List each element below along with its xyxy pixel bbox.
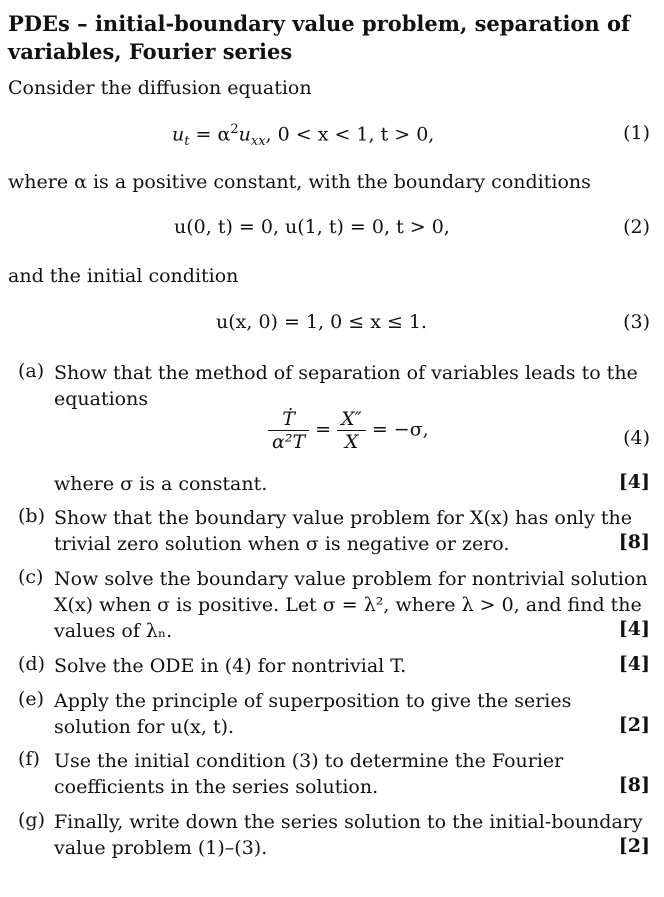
part-label-c: (c) [18,566,44,588]
equation-3: u(x, 0) = 1, 0 ≤ x ≤ 1. [216,311,428,333]
part-label-b: (b) [18,505,45,527]
equation-4-number: (4) [623,427,650,449]
part-text-c: Now solve the boundary value problem for nontrivial solution X(x) when σ is positive. Let σ = λ², where λ > 0, and find the values of λₙ. [54,568,648,642]
marks-f: [8] [618,774,650,796]
part-label-d: (d) [18,653,45,675]
equation-4: $\frac{\text{Ṫ}}{\text{α²T}}$ = $\frac{X''}{X}$ = −σ, [268,408,429,453]
part-label-f: (f) [18,748,40,770]
part-text-g: Finally, write down the series solution to the initial-boundary value problem (1)–(3). [54,811,643,859]
part-a-where: where σ is a constant. [54,473,268,495]
fraction-t: $\frac{\text{Ṫ}}{\text{α²T}}$ [268,408,309,453]
equation-2: u(0, t) = 0, u(1, t) = 0, t > 0, [174,216,450,238]
part-text-d: Solve the ODE in (4) for nontrivial T. [54,655,407,677]
part-text-b: Show that the boundary value problem for X(x) has only the trivial zero solution when σ is negative or zero. [54,507,633,555]
part-label-a: (a) [18,360,45,382]
marks-g: [2] [618,835,650,857]
marks-b: [8] [618,531,650,553]
marks-a: [4] [618,471,650,493]
part-text-f: Use the initial condition (3) to determine the Fourier coefficients in the series solution. [54,750,564,798]
intro-line-1: Consider the diffusion equation [8,77,312,99]
intro-line-2: where α is a positive constant, with the boundary conditions [8,171,591,193]
marks-c: [4] [618,618,650,640]
equation-2-number: (2) [623,216,650,238]
equation-3-number: (3) [623,311,650,333]
intro-line-3: and the initial condition [8,265,239,287]
equation-1: $u_t = \alpha^2u_{xx}$, 0 < x < 1, t > 0, [172,122,435,150]
equation-1-number: (1) [623,122,650,144]
marks-d: [4] [618,653,650,675]
part-label-g: (g) [18,809,45,831]
part-text-a: Show that the method of separation of variables leads to the equations [54,362,638,410]
page-title: PDEs – initial-boundary value problem, separation of variables, Fourier series [8,11,631,64]
fraction-x: $\frac{X''}{X}$ [337,408,366,453]
part-text-e: Apply the principle of superposition to give the series solution for u(x, t). [54,690,572,738]
part-label-e: (e) [18,688,45,710]
marks-e: [2] [618,714,650,736]
